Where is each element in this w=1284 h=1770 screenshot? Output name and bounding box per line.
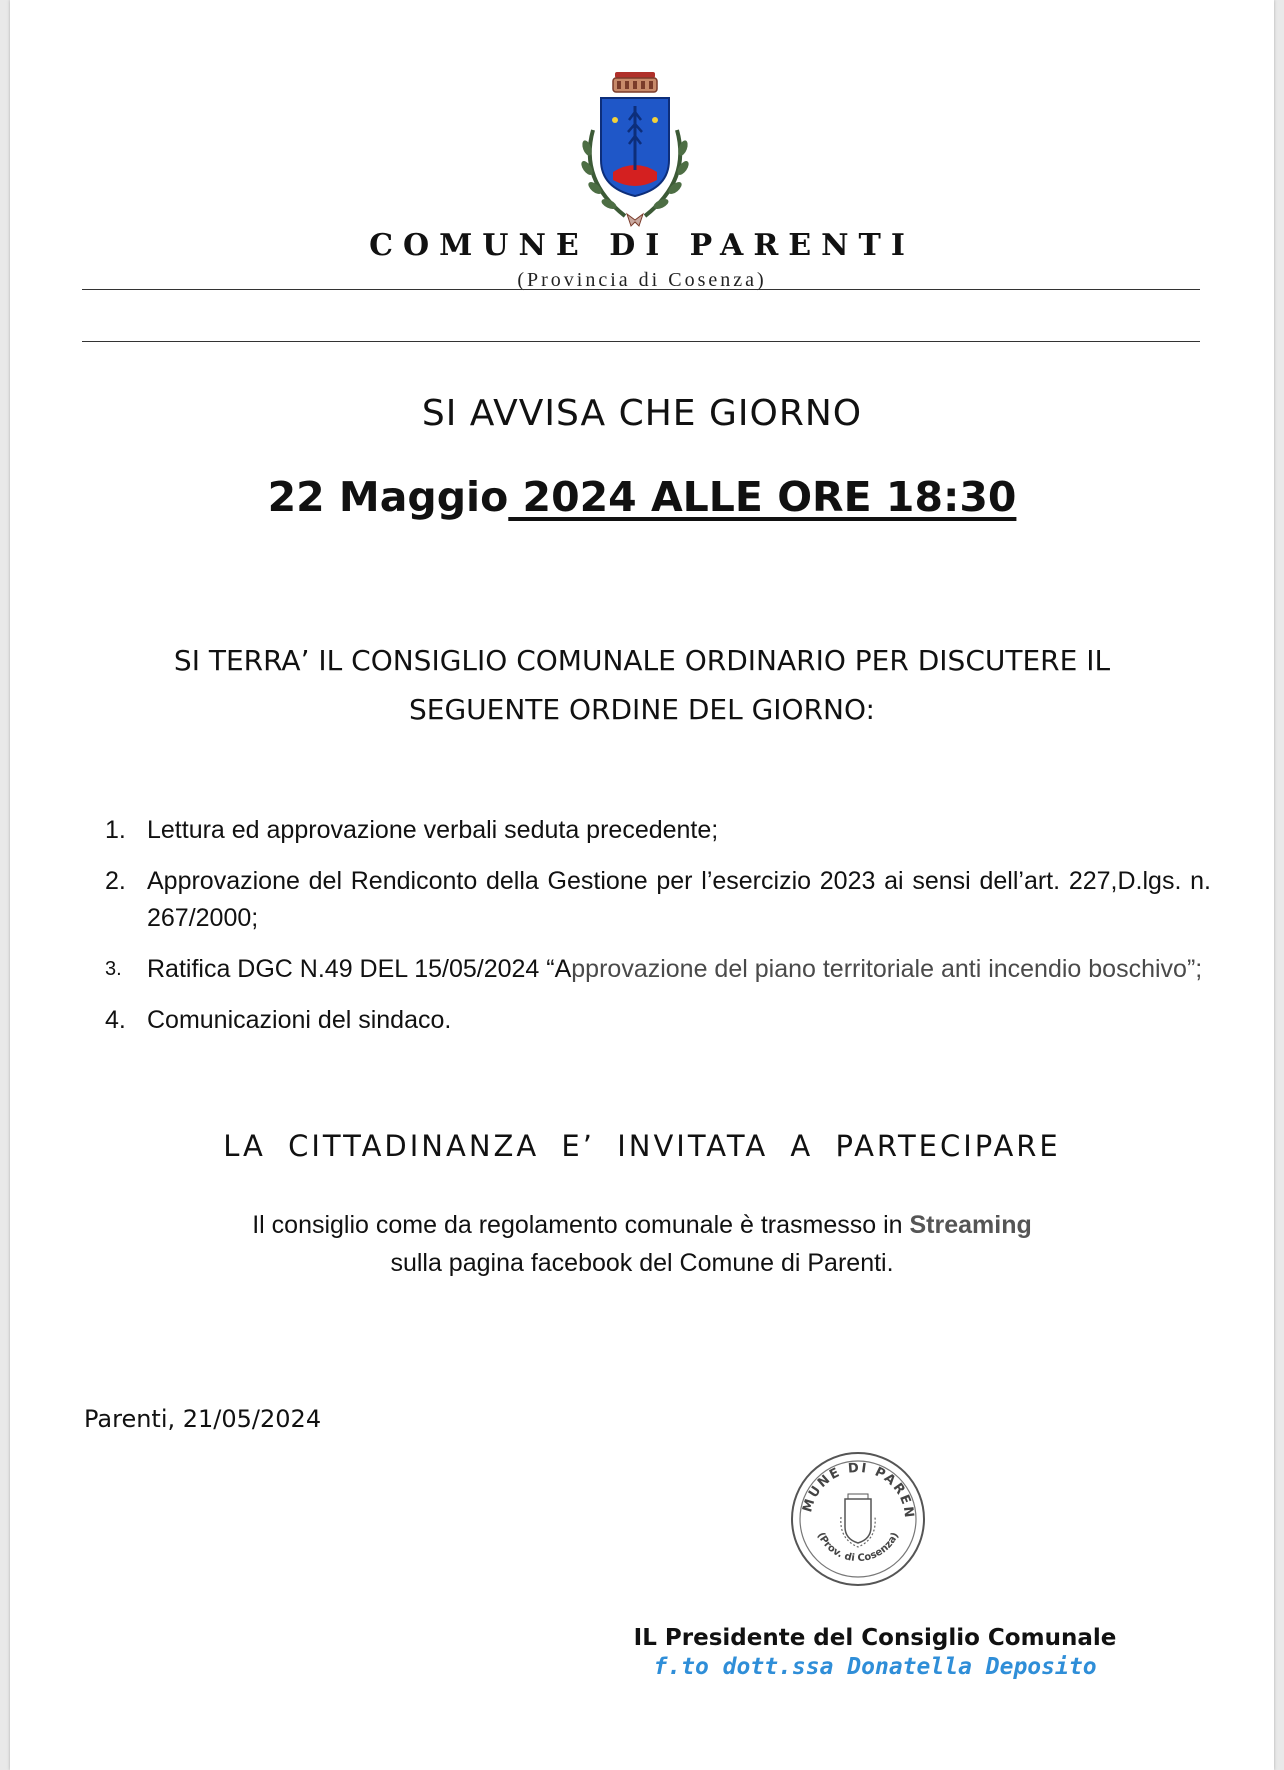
streaming-note-line-1: Il consiglio come da regolamento comunale è trasmesso in [252,1211,910,1239]
place-and-date: Parenti, 21/05/2024 [84,1405,322,1433]
notice-heading: SI AVVISA CHE GIORNO [421,393,863,434]
agenda-item [105,812,1211,849]
province-subtitle: (Provincia di Cosenza) [517,269,767,291]
meeting-date-day: 22 Maggio [267,473,509,521]
citizens-invitation: LA CITTADINANZA E’ INVITATA A PARTECIPARE [223,1129,1061,1163]
coat-of-arms-icon [573,70,697,230]
svg-text:COMUNE DI PARENTI: MUNE DI PAREN [800,1460,917,1521]
agenda-item-number: 4. [105,1006,126,1034]
agenda-item-text: Lettura ed approvazione verbali seduta precedente; [147,816,719,844]
meeting-date-time: 2024 ALLE ORE 18:30 [508,473,1017,521]
agenda-item-text-continued: pprovazione del piano territoriale anti incendio boschivo”; [571,955,1203,983]
svg-text:(Prov. di Cosenza): (Prov. di Cosenza) [814,1530,902,1565]
agenda-item-number: 3. [105,958,122,980]
agenda-item-number: 1. [105,816,126,844]
municipality-title: COMUNE DI PARENTI [369,228,915,263]
streaming-note-line-2: sulla pagina facebook del Comune di Parenti. [390,1249,894,1277]
signatory-role: IL Presidente del Consiglio Comunale [633,1625,1117,1651]
agenda-item [105,863,1211,937]
intro-line-1: SI TERRA’ IL CONSIGLIO COMUNALE ORDINARIO PER DISCUTERE IL [173,644,1111,677]
agenda-item-text: Approvazione del Rendiconto della Gestione per l’esercizio 2023 ai sensi dell’art. 227,D.lgs. n. 267/2000; [147,867,1211,932]
header-divider [82,289,1200,290]
agenda-item-text: Ratifica DGC N.49 DEL 15/05/2024 “A [147,955,572,983]
intro-text [100,636,1184,734]
agenda-item-number: 2. [105,867,126,895]
signatory-name: f.to dott.ssa Donatella Deposito [653,1654,1097,1680]
agenda-item-text: Comunicazioni del sindaco. [147,1006,452,1034]
streaming-keyword: Streaming [909,1211,1032,1239]
meeting-date [0,473,1284,521]
agenda-item [105,951,1211,988]
official-seal-stamp-icon [783,1447,933,1587]
intro-line-2: SEGUENTE ORDINE DEL GIORNO: [409,693,875,726]
agenda-item [105,1002,1211,1039]
streaming-note [0,1206,1284,1282]
agenda-list [105,812,1211,1053]
header-divider-2 [82,341,1200,342]
